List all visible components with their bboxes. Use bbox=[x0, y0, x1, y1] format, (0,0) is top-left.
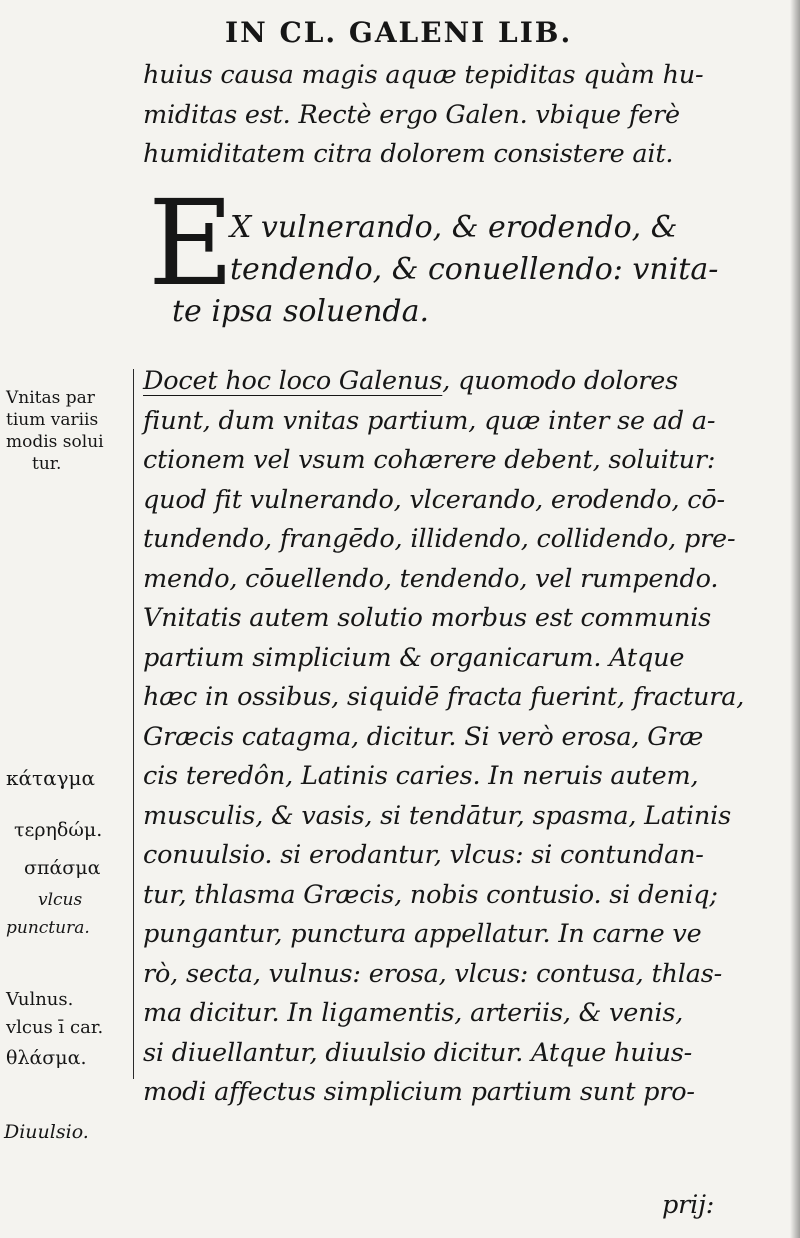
margin-note-line: tur. bbox=[32, 454, 62, 474]
continuation-text bbox=[143, 56, 703, 175]
margin-note-line: tium variis bbox=[6, 410, 99, 430]
margin-note-line: Vnitas par bbox=[6, 388, 95, 408]
margin-note-thlasma: θλάσμα. bbox=[6, 1047, 87, 1069]
drop-cap: E bbox=[148, 174, 235, 312]
margin-note-spasma: σπάσμα bbox=[24, 857, 101, 879]
commentary-line bbox=[143, 362, 744, 402]
catchword: prij: bbox=[662, 1190, 715, 1220]
margin-note-katagma: κάταγμα bbox=[6, 766, 96, 790]
margin-note-punctura: punctura. bbox=[6, 918, 90, 938]
commentary-line: fiunt, dum vnitas partium, quæ inter se ad a- bbox=[143, 405, 716, 436]
commentary-line: tur, thlasma Græcis, nobis contusio. si deniq; bbox=[143, 879, 718, 910]
commentary-line: rò, secta, vulnus: erosa, vlcus: contusa, thlas- bbox=[143, 958, 723, 989]
commentary-line: Græcis catagma, dicitur. Si verò erosa, Græ bbox=[143, 721, 704, 752]
commentary-text bbox=[143, 362, 744, 1113]
commentary-line: modi affectus simplicium partium sunt pro- bbox=[143, 1077, 695, 1107]
margin-rule bbox=[133, 369, 134, 1079]
commentary-line: mendo, cōuellendo, tendendo, vel rumpendo. bbox=[143, 563, 719, 594]
commentary-line: ctionem vel vsum cohærere debent, soluitur: bbox=[143, 445, 716, 475]
commentary-line: tundendo, frangēdo, illidendo, collidendo, pre- bbox=[143, 524, 736, 554]
commentary-line: hæc in ossibus, siquidē fracta fuerint, fractura, bbox=[143, 682, 745, 712]
commentary-line: pungantur, punctura appellatur. In carne ve bbox=[143, 919, 702, 949]
commentary-line: musculis, & vasis, si tendātur, spasma, Latinis bbox=[143, 800, 731, 831]
margin-note-vlcus: vlcus bbox=[38, 890, 83, 910]
lemma-line: tendendo, & conuellendo: vnita- bbox=[230, 252, 719, 287]
commentary-line: conuulsio. si erodantur, vlcus: si contundan- bbox=[143, 840, 704, 870]
commentary-line: quod fit vulnerando, vlcerando, erodendo, cō- bbox=[143, 484, 725, 515]
line-rest: , quomodo dolores bbox=[442, 366, 679, 396]
commentary-line: si diuellantur, diuulsio dicitur. Atque huius- bbox=[143, 1037, 692, 1068]
text-line: humiditatem citra dolorem consistere ait. bbox=[143, 139, 674, 169]
commentary-line: cis teredôn, Latinis caries. In neruis autem, bbox=[143, 761, 699, 791]
underlined-phrase: Docet hoc loco Galenus bbox=[143, 366, 443, 396]
commentary-line: ma dicitur. In ligamentis, arteriis, & venis, bbox=[143, 998, 684, 1028]
lemma-line: te ipsa soluenda. bbox=[172, 294, 430, 329]
text-line: huius causa magis aquæ tepiditas quàm hu- bbox=[143, 60, 704, 90]
margin-note-line: modis solui bbox=[6, 432, 104, 452]
running-title: IN CL. GALENI LIB. bbox=[225, 16, 573, 49]
text-line: miditas est. Rectè ergo Galen. vbique ferè bbox=[143, 99, 680, 130]
page-edge-shadow bbox=[790, 0, 800, 1238]
commentary-line: Vnitatis autem solutio morbus est communis bbox=[143, 603, 712, 633]
margin-note-vulnus: Vulnus. bbox=[6, 989, 74, 1010]
margin-note-vlcus-car: vlcus ī car. bbox=[6, 1017, 104, 1038]
margin-note-diuulsio: Diuulsio. bbox=[4, 1121, 89, 1143]
commentary-line: partium simplicium & organicarum. Atque bbox=[143, 642, 685, 673]
margin-note-teredon: τερηδώμ. bbox=[14, 819, 103, 841]
lemma-line: X vulnerando, & erodendo, & bbox=[230, 210, 678, 245]
margin-note-vnitas bbox=[6, 387, 104, 475]
lemma-text bbox=[230, 207, 718, 291]
